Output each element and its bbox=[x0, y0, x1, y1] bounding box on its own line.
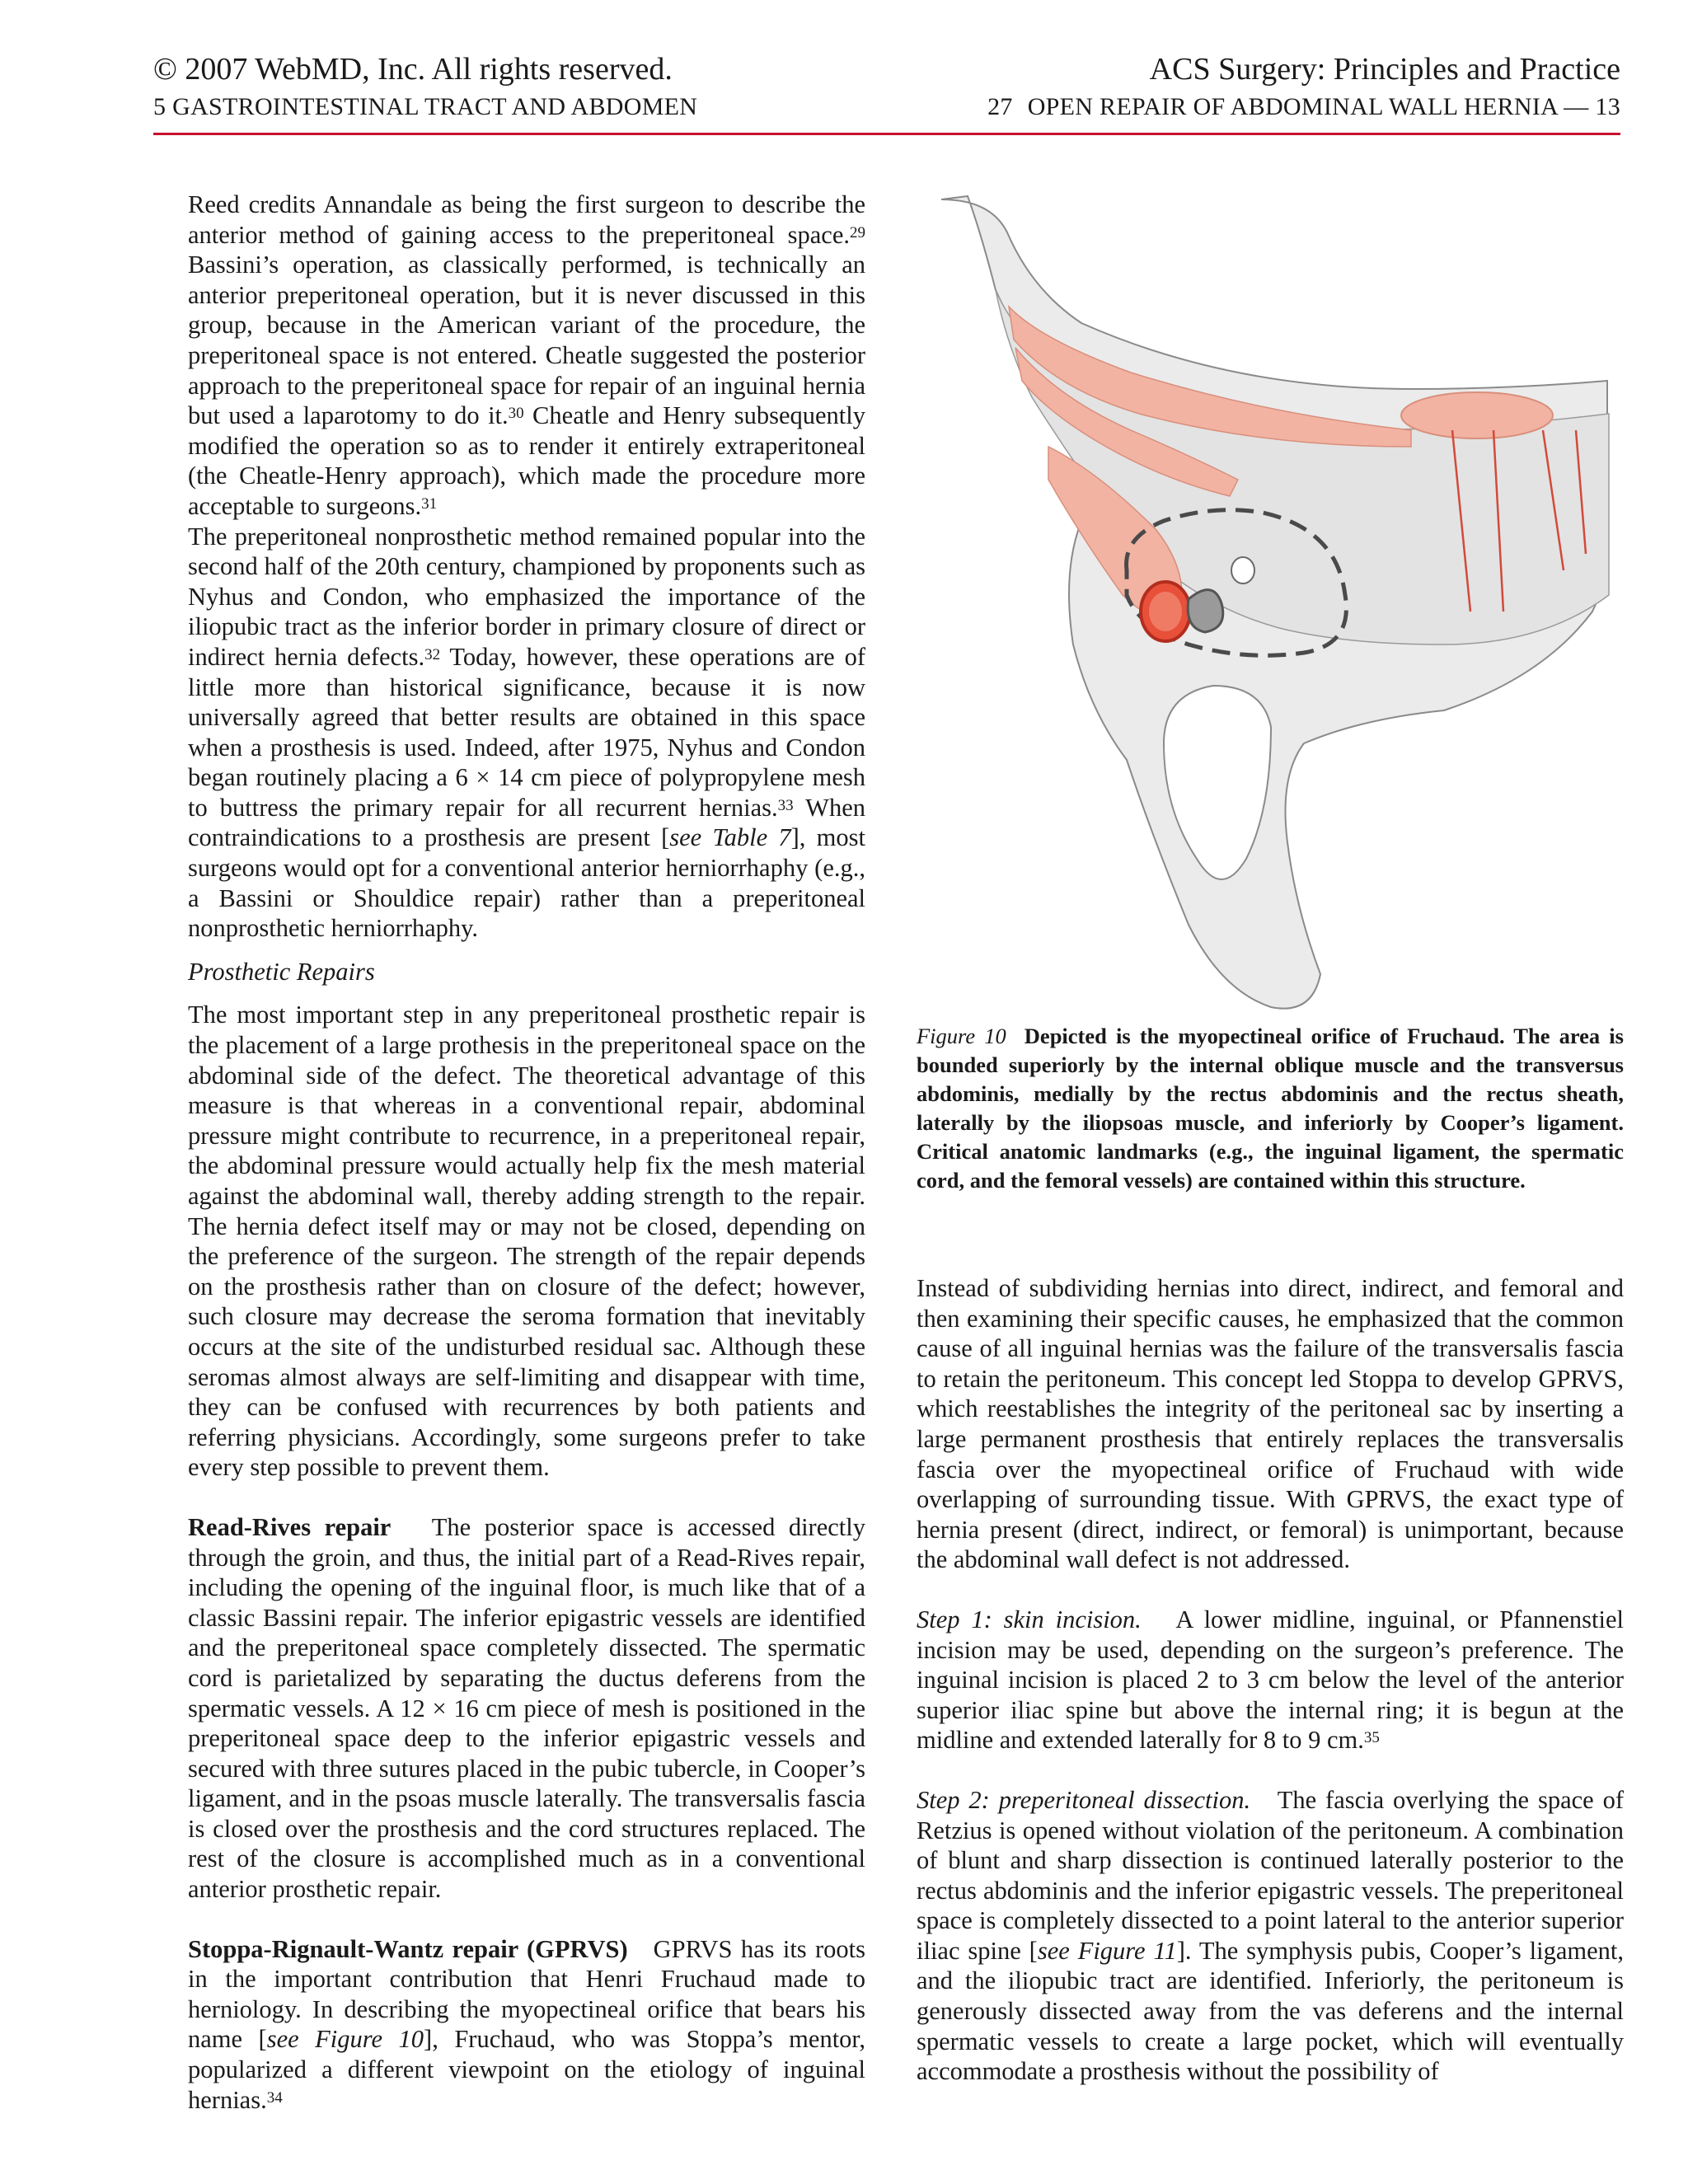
copyright-notice: © 2007 WebMD, Inc. All rights reserved. bbox=[153, 52, 673, 87]
paragraph-step-1: Step 1: skin incision. A lower midline, inguinal, or Pfannenstiel incision may be used, depending on the surgeon’s preference. The inguinal incision is placed 2 to 3 cm below the level of the anterior superior iliac spine but above the internal ring; it is begun at the midline and extended laterally for 8 to 9 cm.$^{35}$ bbox=[917, 1605, 1624, 1755]
paragraph-gprvs: Stoppa-Rignault-Wantz repair (GPRVS) GPRVS has its roots in the important contribution that Henri Fruchaud made to herniology. In describing the myopectineal orifice that bears his name [see Figure 10], Fruchaud, who was Stoppa’s mentor, popularized a different viewpoint on the etiology of inguinal hernias.$^{34}$ bbox=[188, 1934, 866, 2114]
femoral-vein bbox=[1149, 592, 1182, 631]
rectus-abdominis-section bbox=[1401, 392, 1553, 438]
internal-ring bbox=[1231, 557, 1254, 583]
figure-myopectineal-orifice bbox=[917, 183, 1624, 1024]
reference-35[interactable]: 35 bbox=[1363, 1729, 1380, 1747]
pelvis-illustration bbox=[917, 183, 1624, 1024]
paragraph-history: Reed credits Annandale as being the first surgeon to describe the anterior method of gaining access to the preperitoneal space.$^{29}$ Bassini’s operation, as classically performed, is technically an anterior preperitoneal operation, but it is never discussed in this group, because in the American variant of the procedure, the preperitoneal space is not entered. Cheatle suggested the posterior approach to the preperitoneal space for repair of an inguinal hernia but used a laparotomy to do it.$^{30}$ Cheatle and Henry subsequently modified the operation so as to render it entirely extraperitoneal (the Cheatle-Henry approach), which made the procedure more acceptable to surgeons.$^{31}$ bbox=[188, 190, 865, 520]
running-header bbox=[153, 48, 1620, 137]
step-1-heading: Step 1: skin incision. bbox=[917, 1605, 1142, 1633]
table-7-link[interactable]: see Table 7 bbox=[669, 823, 791, 852]
figure-caption bbox=[917, 1022, 1624, 1195]
figure-label: Figure 10 bbox=[917, 1024, 1006, 1048]
step-2-heading: Step 2: preperitoneal dissection. bbox=[917, 1785, 1251, 1814]
book-title: ACS Surgery: Principles and Practice bbox=[1149, 52, 1620, 87]
reference-32[interactable]: 32 bbox=[424, 645, 441, 663]
reference-29[interactable]: 29 bbox=[850, 223, 865, 241]
paragraph-nonprosthetic: The preperitoneal nonprosthetic method remained popular into the second half of the 20th century, championed by proponents such as Nyhus and Condon, who emphasized the importance of the iliopubic tract as the inferior border in primary closure of direct or indirect hernia defects.$^{32}$ Today, however, these operations are of little more than historical significance, because it is now universally agreed that better results are obtained in this space when a prosthesis is used. Indeed, after 1975, Nyhus and Condon began routinely placing a 6 × 14 cm piece of polypropylene mesh to buttress the primary repair for all recurrent hernias.$^{33}$ When contraindications to a prosthesis are present [see Table 7], most surgeons would opt for a conventional anterior herniorrhaphy (e.g., a Bassini or Shouldice repair) rather than a preperitoneal nonprosthetic herniorrhaphy. bbox=[188, 522, 865, 943]
paragraph-read-rives: Read-Rives repair The posterior space is accessed directly through the groin, and thus, the initial part of a Read-Rives repair, including the opening of the inguinal floor, is much like that of a classic Bassini repair. The inferior epigastric vessels are identified and the preperitoneal space completely dissected. The spermatic cord is parietalized by separating the ductus deferens from the spermatic vessels. A 12 × 16 cm piece of mesh is positioned in the preperitoneal space deep to the inferior epigastric vessels and secured with three sutures placed in the pubic tubercle, in Cooper’s ligament, and in the psoas muscle laterally. The transversalis fascia is closed over the prosthesis and the cord structures replaced. The rest of the closure is accomplished much as in a conventional anterior prosthetic repair. bbox=[188, 1512, 865, 1904]
chapter-title: OPEN REPAIR OF ABDOMINAL WALL HERNIA — 13 bbox=[1027, 93, 1620, 120]
gprvs-heading: Stoppa-Rignault-Wantz repair (GPRVS) bbox=[188, 1934, 628, 1963]
right-column bbox=[917, 1273, 1624, 2087]
subheading-prosthetic-repairs: Prosthetic Repairs bbox=[188, 957, 375, 986]
paragraph-prosthetic-repair: The most important step in any preperitoneal prosthetic repair is the placement of a large prothesis in the preperitoneal space on the abdominal side of the defect. The theoretical advantage of this measure is that whereas in a conventional repair, abdominal pressure might contribute to recurrence, in a preperitoneal repair, the abdominal pressure would actually help fix the mesh material against the abdominal wall, thereby adding strength to the repair. The hernia defect itself may or may not be closed, depending on the preference of the surgeon. The strength of the repair depends on the prosthesis rather than on closure of the defect; however, such closure may decrease the seroma formation that inevitably occurs at the site of the undisturbed residual sac. Although these seromas almost always are self-limiting and disappear with time, they can be confused with recurrences by both patients and referring physicians. Accordingly, some surgeons prefer to take every step possible to prevent them. bbox=[188, 1001, 865, 1482]
chapter-number: 27 bbox=[987, 93, 1013, 120]
reference-34[interactable]: 34 bbox=[266, 2088, 283, 2107]
figure-11-link[interactable]: see Figure 11 bbox=[1037, 1936, 1177, 1965]
reference-31[interactable]: 31 bbox=[421, 494, 438, 513]
paragraph-step-2: Step 2: preperitoneal dissection. The fascia overlying the space of Retzius is opened without violation of the peritoneum. A combination of blunt and sharp dissection is continued laterally posterior to the rectus abdominis and the inferior epigastric vessels. The preperitoneal space is completely dissected to a point lateral to the anterior superior iliac spine [see Figure 11]. The symphysis pubis, Cooper’s ligament, and the iliopubic tract are identified. Inferiorly, the peritoneum is generously dissected away from the vas deferens and the internal spermatic vessels to create a large pocket, which will eventually accommodate a prosthesis without the possibility of bbox=[917, 1785, 1625, 2086]
section-title: 5 GASTROINTESTINAL TRACT AND ABDOMEN bbox=[153, 93, 698, 120]
figure-10-link[interactable]: see Figure 10 bbox=[266, 2025, 424, 2054]
read-rives-heading: Read-Rives repair bbox=[188, 1512, 392, 1541]
reference-30[interactable]: 30 bbox=[508, 405, 524, 423]
header-rule bbox=[153, 133, 1620, 135]
paragraph-fruchaud-concept: Instead of subdividing hernias into direct, indirect, and femoral and then examining their specific causes, he emphasized that the common cause of all inguinal hernias was the failure of the transversalis fascia to retain the peritoneum. This concept led Stoppa to develop GPRVS, which reestablishes the integrity of the peritoneal sac by inserting a large permanent prosthesis that entirely replaces the transversalis fascia over the myopectineal orifice of Fruchaud with wide overlapping of surrounding tissue. With GPRVS, the exact type of hernia present (direct, indirect, or femoral) is unimportant, because the abdominal wall defect is not addressed. bbox=[917, 1274, 1624, 1574]
chapter-heading bbox=[987, 92, 1620, 122]
femoral-canal bbox=[1188, 590, 1223, 632]
reference-33[interactable]: 33 bbox=[777, 796, 794, 814]
left-column bbox=[188, 190, 865, 2115]
figure-caption-text: Depicted is the myopectineal orifice of Fruchaud. The area is bounded superiorly by the internal oblique muscle and the transversus abdominis, medially by the rectus abdominis and the rectus sheath, laterally by the iliopsoas muscle, and inferiorly by Cooper’s ligament. Critical anatomic landmarks (e.g., the inguinal ligament, the spermatic cord, and the femoral vessels) are contained within this structure. bbox=[917, 1024, 1624, 1193]
